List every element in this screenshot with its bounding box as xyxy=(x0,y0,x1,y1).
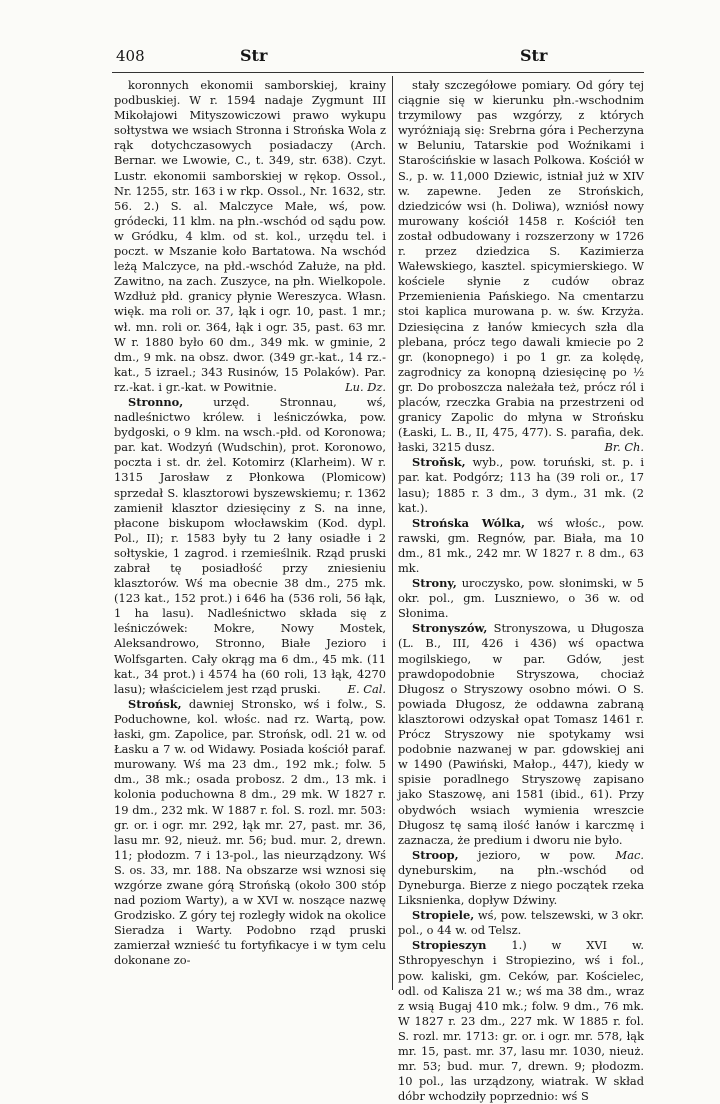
entry-headword: Stronyszów, xyxy=(412,621,488,636)
entry-text: stały szczegółowe pomiary. Od góry tej ciągnie się w kierunku płn.-wschodnim trzymilowy pas wzgórzy, z których wyróżniają się: Srebrna góra i Pecherzyna w Beluniu, Tatarskie pod Woźnikami i Starościńskie w lasach Polkowa. Kościół w S., p. w. 11,000 Dziewic, istniał już w XIV w. zapewne. Jeden ze Strońskich, dziedziców wsi (h. Doliwa), wzniósł nowy murowany kościół 1458 r. Kościół ten został odbudowany i rozszerzony w 1726 r. przez dziedzica S. Kazimierza Wałewskiego, kasztel. spicymierskiego. W kościele słynie z cudów obraz Przemienienia Pańskiego. Na cmentarzu stoi kaplica murowana p. w. św. Krzyża. Dziesięcina z łanów kmiecych szła dla plebana, prócz tego dawali kmiecie po 2 gr. (konopnego) i po 1 gr. za kolędę, zagrodnicy za konopną dziesięcinę po ½ gr. Do proboszcza należała też, prócz ról i placów, rzeczka Grabia na przestrzeni od granicy Zapolic do młyna w Strońsku (Łaski, L. B., II, 475, 477). S. parafia, dek. łaski, 3215 dusz. xyxy=(398,78,644,455)
entry-signature: Br. Ch. xyxy=(604,440,644,455)
entry-headword: Stronno, xyxy=(128,394,184,409)
entry-headword: Stropieszyn xyxy=(412,938,487,953)
entry-headword: Stropiele, xyxy=(412,908,475,923)
left-column xyxy=(114,78,386,998)
entry-signature: Lu. Dz. xyxy=(345,379,386,394)
entry-headword: Strońska Wólka, xyxy=(412,515,525,530)
entry-headword: Stroop, xyxy=(412,847,459,862)
entry-text: wyb., pow. toruński, st. p. i par. kat. Podgórz; 113 ha (39 roli or., 17 lasu); 1885 r. 3 dm., 3 dym., 31 mk. (2 kat.). xyxy=(398,455,644,515)
entry-text: urzęd. Stronnau, wś, nadleśnictwo królew. i leśniczówka, pow. bydgoski, o 9 klm. na wsch.-płd. od Koronowa; par. kat. Wodzyń (Wudschin), prot. Koronowo, poczta i st. dr. żel. Kotomirz (Klarheim). W r. 1315 Jarosław z Płonkowa (Plomicow) sprzedał S. klasztorowi byszewskiemu; r. 1362 zamienił klasztor dziesięciny z S. na inne, płacone biskupom włocławskim (Kod. dypl. Pol., II); r. 1583 były tu 2 łany osiadłe i 2 sołtyskie, 1 zagrod. i rzemieślnik. Rząd pruski zabrał tę posiadłość przy zniesieniu klasztorów. Wś ma obecnie 38 dm., 275 mk. (123 kat., 152 prot.) i 646 ha (536 roli, 56 łąk, 1 ha lasu). Nadleśnictwo składa się z leśniczówek: Mokre, Nowy Mostek, Aleksandrowo, Stronno, Białe Jezioro i Wolfsgarten. Cały okrąg ma 6 dm., 45 mk. (11 kat., 34 prot.) i 4574 ha (60 roli, 13 łąk, 4270 lasu); właścicielem jest rząd pruski. xyxy=(114,394,386,696)
entry-text: dawniej Stronsko, wś i folw., S. Poduchowne, kol. włośc. nad rz. Wartą, pow. łaski, gm. Zapolice, par. Strońsk, odl. 21 w. od Łasku a 7 w. od Widawy. Posiada kościół paraf. murowany. Wś ma 23 dm., 192 mk.; folw. 5 dm., 38 mk.; osada probosz. 2 dm., 13 mk. i kolonia poduchowna 8 dm., 29 mk. W 1827 r. 19 dm., 232 mk. W 1887 r. fol. S. rozl. mr. 503: gr. or. i ogr. mr. 292, łąk mr. 27, past. mr. 36, lasu mr. 92, nieuż. mr. 56; bud. mur. 2, drewn. 11; płodozm. 7 i 13-pol., las nieurządzony. Wś S. os. 33, mr. 188. Na obszarze wsi wznosi się wzgórze zwane górą Strońską (około 300 stóp nad poziom Warty), a w XVI w. noszące nazwę Grodzisko. Z góry tej rozległy widok na okolice Sieradza i Warty. Podobno rząd pruski zamierzał wznieść tu fortyfikacye i w tym celu dokonane zo- xyxy=(114,696,386,968)
entry xyxy=(398,938,644,1104)
entry xyxy=(398,455,644,515)
entry xyxy=(114,395,386,697)
entry-text: 1.) w XVI w. Sthropyeschyn i Stropiezino, wś i fol., pow. kaliski, gm. Ceków, par. Kościelec, odl. od Kalisza 21 w.; wś ma 38 dm., wraz z wsią Bugaj 410 mk.; folw. 9 dm., 76 mk. W 1827 r. 23 dm., 227 mk. W 1885 r. fol. S. rozl. mr. 1713: gr. or. i ogr. mr. 578, łąk mr. 15, past. mr. 37, lasu mr. 1030, nieuż. mr. 53; bud. mur. 7, drewn. 9; płodozm. 10 pol., las urządzony, wiatrak. W skład dóbr wchodziły poprzednio: wś S xyxy=(398,938,644,1104)
running-head-left: Str xyxy=(240,46,268,65)
page-header xyxy=(0,0,720,70)
entry-headword: Stroňsk, xyxy=(412,455,466,470)
entry xyxy=(398,576,644,621)
entry-text: uroczysko, pow. słonimski, w 5 okr. pol., gm. Luszniewo, o 36 w. od Słonima. xyxy=(398,576,644,621)
entry-text: wś, pow. telszewski, w 3 okr. pol., o 44 w. od Telsz. xyxy=(398,908,644,938)
entry-text: koronnych ekonomii samborskiej, krainy podbuskiej. W r. 1594 nadaje Zygmunt III Mikołajowi Mityszowiczowi prawo wykupu sołtystwa we wsiach Stronna i Strońska Wola z rąk dotychczasowych posiadaczy (Arch. Bernar. we Lwowie, C., t. 349, str. 638). Czyt. Lustr. ekonomii samborskiej w rękop. Ossol., Nr. 1255, str. 163 i w rkp. Ossol., Nr. 1632, str. 56. 2.) S. al. Malczyce Małe, wś, pow. gródecki, 11 klm. na płn.-wschód od sądu pow. w Gródku, 4 klm. od st. kol., urzędu tel. i poczt. w Mszanie koło Bartatowa. Na wschód leżą Malczyce, na płd.-wschód Załuże, na płd. Zawitno, na zach. Zuszyce, na płn. Wielkopole. Wzdłuż płd. granicy płynie Wereszyca. Własn. więk. ma roli or. 37, łąk i ogr. 10, past. 1 mr.; wł. mn. roli or. 364, łąk i ogr. 35, past. 63 mr. W r. 1880 było 60 dm., 349 mk. w gminie, 2 dm., 9 mk. na obsz. dwor. (349 gr.-kat., 14 rz.-kat., 5 izrael.; 343 Rusinów, 15 Polaków). Par. rz.-kat. i gr.-kat. w Powitnie. xyxy=(114,78,386,394)
entry-signature: Mac. xyxy=(615,847,644,862)
column-divider xyxy=(392,76,393,990)
entry-text: Stronyszowa, u Długosza (L. B., III, 426 i 436) wś opactwa mogilskiego, w par. Gdów, jest prawdopodobnie Stryszowa, chociaż Długosz o Stryszowy osobno mówi. O S. powiada Długosz, że oddawna zabraną klasztorowi odzyskał opat Tomasz 1461 r. Prócz Stryszowy nie spotykamy wsi podobnie nazwanej w par. gdowskiej ani w 1490 (Pawiński, Małop., 447), kiedy w spisie poradlnego Stryszowę zapisano jako Staszowę, ani 1581 (ibid., 61). Przy obydwóch wsiach wymienia wreszcie Długosz tę samą ilość łanów i karczmę i zaznacza, że predium i dworu nie było. xyxy=(398,621,644,847)
page-number: 408 xyxy=(116,47,145,65)
entry-headword: Strońsk, xyxy=(128,696,182,711)
entry xyxy=(398,516,644,576)
entry-text: jezioro, w pow. dyneburskim, na płn.-wschód od Dyneburga. Bierze z niego początek rzeka Liksnienka, dopływ Dźwiny. xyxy=(398,847,644,908)
right-column xyxy=(398,78,644,1104)
entry-headword: Strony, xyxy=(412,576,457,591)
entry xyxy=(114,78,386,395)
header-rule xyxy=(112,72,644,73)
entry xyxy=(398,78,644,455)
entry xyxy=(114,697,386,969)
entry-text: wś włośc., pow. rawski, gm. Regnów, par. Biała, ma 10 dm., 81 mk., 242 mr. W 1827 r. 8 dm., 63 mk. xyxy=(398,515,644,575)
running-head-right: Str xyxy=(520,46,548,65)
entry-signature: E. Cal. xyxy=(347,681,386,696)
entry xyxy=(398,908,644,938)
